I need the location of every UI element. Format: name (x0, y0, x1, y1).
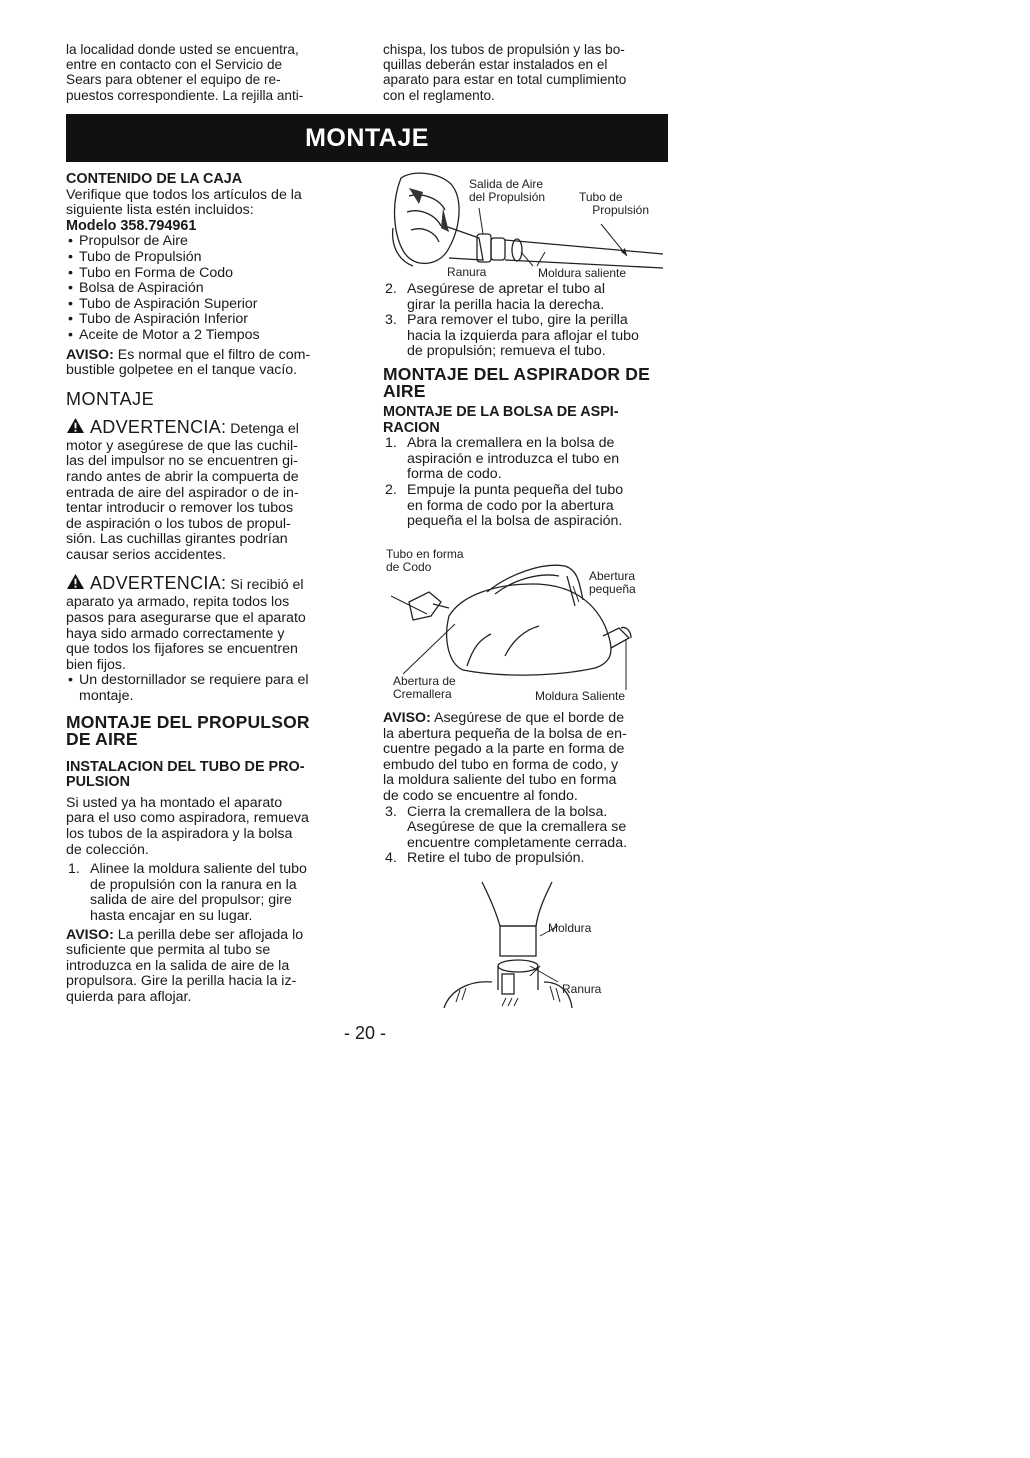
label-zipper-opening: Abertura de Cremallera (393, 674, 456, 701)
bag-step-1: 1. Abra la cremallera en la bolsa de aspiración e introduzca el tubo en forma de codo. (385, 435, 620, 483)
left-column: CONTENIDO DE LA CAJA Verifique que todos los artículos de la siguiente lista estén incluidos: Modelo 358.794961 • Propulsor de Aire • Tubo de Propulsión • Tubo en Forma de Codo • Bolsa de Aspiración • Tubo de Aspiración Superior • Tubo de Aspiración Inferior • Aceite de Motor a 2 Tiempos AVISO: Es normal que el filtro de com- bustible golpetee en el tanque vacío. MONTAJE ADVERTENCIA: Detenga el motor y asegúrese de que las cuchil- las del impulsor no se encuentren gi- rando antes de abrir la compuerta de entrada de aire del aspirador o de in- tentar introducir o remover los tubos de aspiración o los tubos de propul- sión. Las cuchillas girantes podrían causar serios accidentes. ADVERTENCIA: Si recibió el aparato ya armado, repita todos los pasos para asegurarse que el aparato haya sido armado correctamente y que todos los fijafores se encuentren bien fijos. • Un destornillador se requiere para el montaje. MONTAJE DEL PROPULSOR DE AIRE INSTALACION DEL TUBO DE PRO- PULSION Si usted ya ha montado el aparato para el uso como aspiradora, remueva los tubos de la aspiradora y la bolsa de colección. 1. Alinee la moldura saliente del tubo de propulsión con la ranura en la salida de aire del propulsor; gire hasta encajar en su lugar. AVISO: La perilla debe ser aflojada lo suficiente que permita al tubo se introduzca en la salida de aire de la propulsora. Gire la perilla hacia la iz- quierda para aflojar. (66, 172, 366, 1006)
blower-assembly-heading: MONTAJE DEL PROPULSOR (66, 711, 310, 732)
figure-vacuum-bag (383, 544, 678, 706)
warning-1: ADVERTENCIA: Detenga el (66, 417, 366, 439)
warning-triangle-icon (66, 573, 85, 590)
bag-step-3: 3. Cierra la cremallera de la bolsa. Asegúrese de que la cremallera se encuentre completamente cerrada. (385, 803, 628, 851)
intro-left: la localidad donde usted se encuentra, entre en contacto con el Servicio de Sears para obtener el equipo de re- puestos correspondiente. La rejilla anti- (66, 42, 304, 103)
label-protruding-molding: Moldura Saliente (535, 689, 626, 703)
label-air-outlet: Salida de Aire del Propulsión (469, 177, 546, 204)
step-2: 2. Asegúrese de apretar el tubo al girar la perilla hacia la derecha. (385, 281, 605, 313)
label-slot-2: Ranura (562, 982, 602, 996)
label-blower-tube: Tubo de Propulsión (579, 190, 649, 217)
intro-right: chispa, los tubos de propulsión y las bo- quillas deberán estar instalados en el aparato para estar en total cumplimiento con el reglamento. (383, 42, 627, 103)
figure-remove-tube (420, 878, 650, 1008)
label-slot: Ranura (447, 265, 487, 279)
notice-fuel-filter: AVISO: Es normal que el filtro de com- (66, 346, 311, 363)
label-molding-2: Moldura (548, 921, 592, 935)
model-number: Modelo 358.794961 (66, 217, 197, 234)
label-molding: Moldura saliente (538, 266, 627, 280)
warning-triangle-icon (66, 417, 85, 434)
notice-knob: AVISO: La perilla debe ser aflojada lo (66, 926, 304, 943)
list-item: • Bolsa de Aspiración (66, 281, 366, 297)
list-item: • Aceite de Motor a 2 Tiempos (66, 328, 366, 344)
step-3: 3. Para remover el tubo, gire la perilla hacia la izquierda para aflojar el tubo de propulsión; remueva el tubo. (385, 312, 639, 360)
vacuum-assembly-heading: MONTAJE DEL ASPIRADOR DE (383, 363, 651, 384)
label-elbow-tube: Tubo en forma de Codo (386, 547, 464, 574)
section-banner: MONTAJE (66, 114, 668, 162)
list-item: • Tubo de Aspiración Inferior (66, 312, 366, 328)
remove-tube-illustration (420, 878, 650, 1008)
list-item: • Tubo de Aspiración Superior (66, 297, 366, 313)
contents-heading: CONTENIDO DE LA CAJA (66, 171, 243, 187)
step-1: 1. Alinee la moldura saliente del tubo de propulsión con la ranura en la salida de aire del propulsor; gire hasta encajar en su lugar. (68, 861, 307, 924)
bag-step-2: 2. Empuje la punta pequeña del tubo en forma de codo por la abertura pequeña el la bolsa de aspiración. (385, 481, 624, 530)
right-column: 2. Asegúrese de apretar el tubo al girar la perilla hacia la derecha. 3. Para remover el tubo, gire la perilla hacia la izquierda para aflojar el tubo de propulsión; remueva el tubo. MONTAJE DEL ASPIRADOR DE AIRE MONTAJE DE LA BOLSA DE ASPI- RACION 1. Abra la cremallera en la bolsa de aspiración e introduzca el tubo en forma de codo. 2. Empuje la punta pequeña del tubo en forma de codo por la abertura pequeña el la bolsa de aspiración. (383, 282, 683, 530)
warning-2: ADVERTENCIA: Si recibió el (66, 573, 366, 595)
bag-assembly-heading: MONTAJE DE LA BOLSA DE ASPI- (383, 403, 619, 420)
tool-note: • Un destornillador se requiere para el (66, 673, 366, 689)
figure-blower-tube (383, 168, 678, 283)
tube-install-heading: INSTALACION DEL TUBO DE PRO- (66, 758, 305, 775)
contents-list (66, 234, 366, 343)
label-small-opening: Abertura pequeña (589, 569, 636, 596)
notice-bag: AVISO: Asegúrese de que el borde de (383, 710, 625, 726)
right-column-lower: AVISO: Asegúrese de que el borde de la abertura pequeña de la bolsa de en- cuentre pegado a la parte en forma de embudo del tubo en forma de codo, y la moldura saliente del tubo en forma de codo se encuentre al fondo. 3. Cierra la cremallera de la bolsa. Asegúrese de que la cremallera se encuentre completamente cerrada. 4. Retire el tubo de propulsión. (383, 711, 683, 867)
list-item: • Tubo en Forma de Codo (66, 266, 366, 282)
list-item: • Tubo de Propulsión (66, 250, 366, 266)
montaje-heading: MONTAJE (66, 388, 155, 409)
list-item: • Propulsor de Aire (66, 234, 366, 250)
bag-step-4: 4. Retire el tubo de propulsión. (385, 850, 585, 867)
page-number: - 20 - (343, 1023, 386, 1043)
